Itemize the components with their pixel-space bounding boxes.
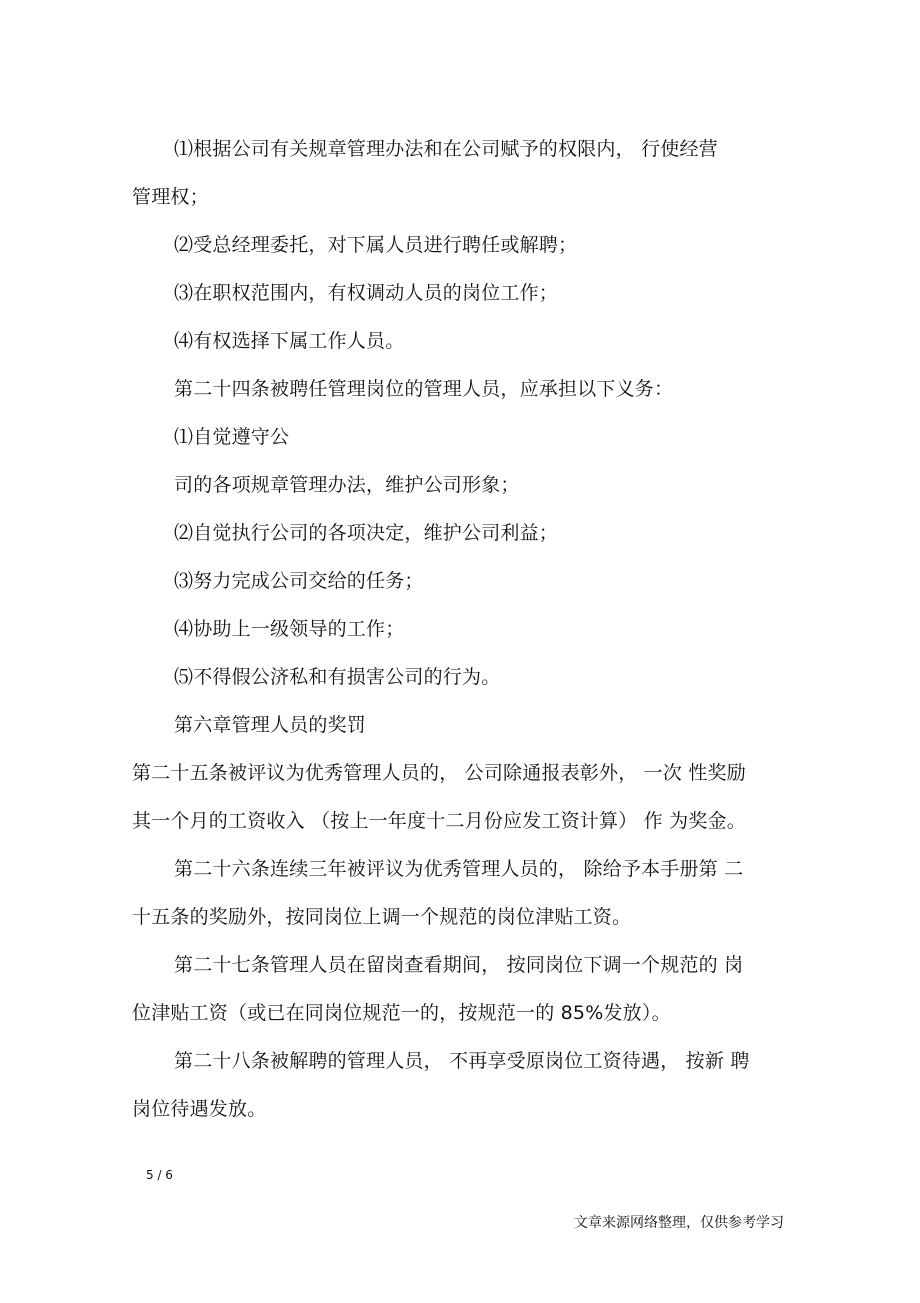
text-line-4: ⑶在职权范围内，有权调动人员的岗位工作；: [174, 282, 559, 304]
source-note: 文章来源网络整理，仅供参考学习: [574, 1215, 784, 1231]
text-line-8: 司的各项规章管理办法，维护公司形象；: [174, 474, 520, 496]
text-line-3: ⑵受总经理委托，对下属人员进行聘任或解聘；: [174, 234, 578, 256]
chapter-heading: 第六章管理人员的奖罚: [174, 714, 367, 736]
text-line-9: ⑵自觉执行公司的各项决定，维护公司利益；: [174, 522, 559, 544]
text-line-20: 第二十八条被解聘的管理人员， 不再享受原岗位工资待遇， 按新 聘: [174, 1050, 750, 1072]
text-line-11: ⑷协助上一级领导的工作；: [174, 618, 405, 640]
text-line-2: 管理权；: [132, 186, 209, 208]
text-line-6: 第二十四条被聘任管理岗位的管理人员，应承担以下义务：: [174, 378, 674, 400]
text-line-21: 岗位待遇发放。: [132, 1098, 267, 1120]
text-line-19: 位津贴工资（或已在同岗位规范一的，按规范一的 85%发放）。: [132, 1002, 671, 1024]
text-line-15: 其一个月的工资收入 （按上一年度十二月份应发工资计算） 作 为奖金。: [132, 810, 746, 832]
text-line-16: 第二十六条连续三年被评议为优秀管理人员的， 除给予本手册第 二: [174, 858, 744, 880]
text-line-12: ⑸不得假公济私和有损害公司的行为。: [174, 666, 501, 688]
page-number: 5 / 6: [146, 1168, 173, 1182]
text-line-5: ⑷有权选择下属工作人员。: [174, 330, 405, 352]
text-line-17: 十五条的奖励外，按同岗位上调一个规范的岗位津贴工资。: [132, 906, 632, 928]
text-line-10: ⑶努力完成公司交给的任务；: [174, 570, 424, 592]
text-line-7: ⑴自觉遵守公: [174, 426, 290, 448]
text-line-18: 第二十七条管理人员在留岗查看期间， 按同岗位下调一个规范的 岗: [174, 954, 744, 976]
text-line-1: ⑴根据公司有关规章管理办法和在公司赋予的权限内， 行使经营: [174, 138, 718, 160]
text-line-14: 第二十五条被评议为优秀管理人员的， 公司除通报表彰外， 一次 性奖励: [132, 762, 746, 784]
